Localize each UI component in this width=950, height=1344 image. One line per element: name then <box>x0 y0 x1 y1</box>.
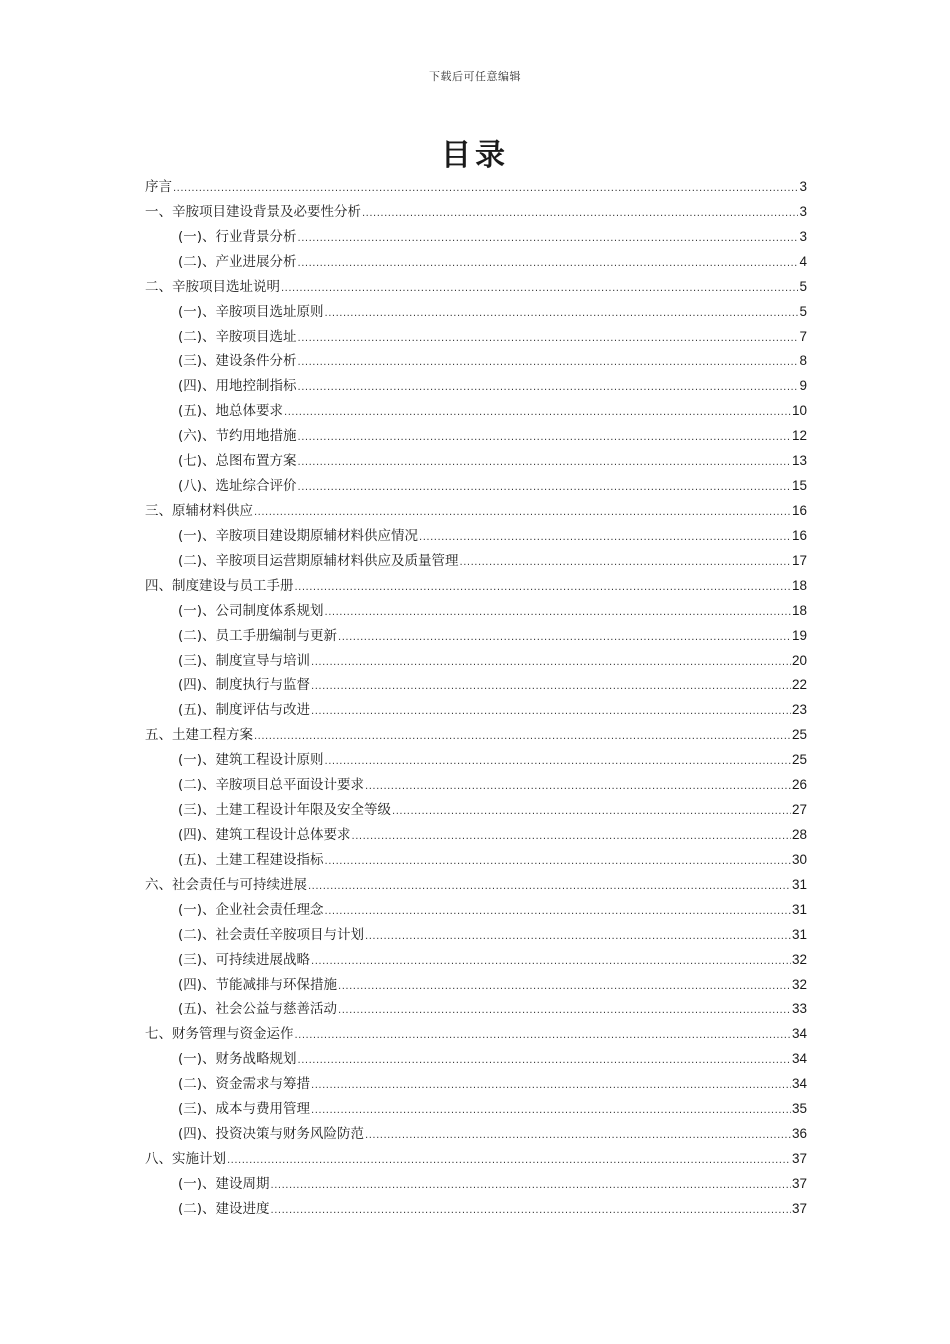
toc-title: 目录 <box>441 138 509 173</box>
toc-entry-page-number[interactable]: 9 <box>799 378 807 394</box>
toc-entry[interactable] <box>145 449 807 474</box>
toc-leader-dots <box>271 1205 791 1216</box>
toc-entry-page-number[interactable]: 36 <box>791 1126 807 1142</box>
toc-entry-page-number[interactable]: 19 <box>791 627 807 643</box>
toc-entry[interactable] <box>145 649 807 674</box>
toc-leader-dots <box>298 457 791 468</box>
toc-entry[interactable] <box>145 200 807 225</box>
toc-entry-label[interactable]: (二)、建设进度 <box>178 1200 270 1217</box>
toc-entry-label[interactable]: (三)、成本与费用管理 <box>178 1101 311 1118</box>
toc-entry[interactable] <box>145 275 807 300</box>
toc-leader-dots <box>227 1155 791 1166</box>
toc-entry-page-number[interactable]: 3 <box>799 228 807 244</box>
toc-entry[interactable] <box>145 698 807 723</box>
toc-entry[interactable] <box>145 923 807 948</box>
toc-entry-label[interactable]: (五)、土建工程建设指标 <box>178 851 324 868</box>
toc-entry-label[interactable]: 六、社会责任与可持续进展 <box>145 876 307 893</box>
toc-entry-page-number[interactable]: 25 <box>791 752 807 768</box>
toc-entry-page-number[interactable]: 12 <box>791 428 807 444</box>
toc-entry-label[interactable]: (八)、选址综合评价 <box>178 478 297 495</box>
toc-entry[interactable] <box>145 574 807 599</box>
toc-entry[interactable] <box>145 673 807 698</box>
toc-entry-page-number[interactable]: 7 <box>799 328 807 344</box>
toc-entry-label[interactable]: (一)、企业社会责任理念 <box>178 901 324 918</box>
toc-entry-page-number[interactable]: 15 <box>791 478 807 494</box>
toc-entry-label[interactable]: (三)、土建工程设计年限及安全等级 <box>178 802 392 819</box>
toc-entry-label[interactable]: (三)、可持续进展战略 <box>178 951 311 968</box>
toc-entry-page-number[interactable]: 27 <box>791 802 807 818</box>
toc-entry-label[interactable]: 五、土建工程方案 <box>145 727 253 744</box>
toc-entry[interactable] <box>145 549 807 574</box>
toc-leader-dots <box>298 333 799 344</box>
toc-leader-dots <box>254 731 791 742</box>
toc-leader-dots <box>365 1130 791 1141</box>
toc-leader-dots <box>392 806 791 817</box>
toc-leader-dots <box>338 981 791 992</box>
toc-leader-dots <box>325 308 799 319</box>
toc-leader-dots <box>338 632 791 643</box>
toc-entry-page-number[interactable]: 37 <box>791 1150 807 1166</box>
toc-entry[interactable] <box>145 225 807 250</box>
toc-entry[interactable] <box>145 300 807 325</box>
toc-entry-page-number[interactable]: 5 <box>799 278 807 294</box>
toc-leader-dots <box>460 557 791 568</box>
toc-entry-label[interactable]: (二)、产业进展分析 <box>178 253 297 270</box>
toc-entry-label[interactable]: 四、制度建设与员工手册 <box>145 577 294 594</box>
toc-leader-dots <box>298 357 799 368</box>
toc-entry-label[interactable]: (七)、总图布置方案 <box>178 453 297 470</box>
toc-entry-page-number[interactable]: 20 <box>791 652 807 668</box>
toc-leader-dots <box>352 831 791 842</box>
toc-entry[interactable] <box>145 748 807 773</box>
toc-entry-label[interactable]: (三)、建设条件分析 <box>178 353 297 370</box>
toc-entry-label[interactable]: (五)、地总体要求 <box>178 403 284 420</box>
toc-entry-label[interactable]: (一)、建筑工程设计原则 <box>178 752 324 769</box>
toc-entry-label[interactable]: (一)、建设周期 <box>178 1175 270 1192</box>
toc-entry-label[interactable]: (二)、辛胺项目总平面设计要求 <box>178 777 365 794</box>
toc-entry-label[interactable]: (一)、财务战略规划 <box>178 1051 297 1068</box>
toc-entry-label[interactable]: (一)、行业背景分析 <box>178 228 297 245</box>
toc-entry[interactable] <box>145 1122 807 1147</box>
toc-entry[interactable] <box>145 1097 807 1122</box>
toc-entry[interactable] <box>145 1022 807 1047</box>
toc-entry-page-number[interactable]: 10 <box>791 403 807 419</box>
toc-leader-dots <box>298 382 799 393</box>
toc-leader-dots <box>298 482 791 493</box>
toc-entry[interactable] <box>145 250 807 275</box>
toc-entry[interactable] <box>145 499 807 524</box>
toc-entry-label[interactable]: 二、辛胺项目选址说明 <box>145 278 280 295</box>
toc-entry-page-number[interactable]: 31 <box>791 926 807 942</box>
toc-entry[interactable] <box>145 474 807 499</box>
toc-entry-page-number[interactable]: 31 <box>791 876 807 892</box>
toc-entry-page-number[interactable]: 23 <box>791 702 807 718</box>
toc-entry[interactable] <box>145 873 807 898</box>
toc-leader-dots <box>311 657 791 668</box>
toc-leader-dots <box>365 781 791 792</box>
toc-entry-label[interactable]: (一)、辛胺项目选址原则 <box>178 303 324 320</box>
toc-entry[interactable] <box>145 898 807 923</box>
toc-entry-label[interactable]: (四)、节能减排与环保措施 <box>178 976 338 993</box>
toc-leader-dots <box>325 607 791 618</box>
toc-entry-page-number[interactable]: 30 <box>791 851 807 867</box>
toc-leader-dots <box>271 1180 791 1191</box>
toc-leader-dots <box>298 432 791 443</box>
toc-entry-page-number[interactable]: 25 <box>791 727 807 743</box>
toc-leader-dots <box>284 407 791 418</box>
toc-entry-page-number[interactable]: 18 <box>791 602 807 618</box>
toc-leader-dots <box>308 881 791 892</box>
toc-entry[interactable] <box>145 325 807 350</box>
toc-entry-page-number[interactable]: 37 <box>791 1175 807 1191</box>
toc-entry-page-number[interactable]: 17 <box>791 552 807 568</box>
toc-entry[interactable] <box>145 1172 807 1197</box>
toc-entry-page-number[interactable]: 3 <box>799 179 807 194</box>
toc-entry[interactable] <box>145 349 807 374</box>
toc-entry-page-number[interactable]: 4 <box>799 253 807 269</box>
toc-leader-dots <box>298 1055 791 1066</box>
toc-entry[interactable] <box>145 723 807 748</box>
toc-leader-dots <box>281 283 798 294</box>
toc-entry-label[interactable]: (二)、辛胺项目运营期原辅材料供应及质量管理 <box>178 552 459 569</box>
toc-entry-label[interactable]: (四)、投资决策与财务风险防范 <box>178 1126 365 1143</box>
toc-entry-label[interactable]: (五)、社会公益与慈善活动 <box>178 1001 338 1018</box>
toc-entry-page-number[interactable]: 34 <box>791 1026 807 1042</box>
toc-entry[interactable] <box>145 524 807 549</box>
toc-leader-dots <box>311 681 791 692</box>
toc-entry-page-number[interactable]: 28 <box>791 826 807 842</box>
toc-entry[interactable] <box>145 773 807 798</box>
toc-leader-dots <box>311 706 791 717</box>
toc-leader-dots <box>295 1030 791 1041</box>
toc-entry[interactable] <box>145 1197 807 1222</box>
toc-entry[interactable] <box>145 848 807 873</box>
toc-entry-page-number[interactable]: 34 <box>791 1076 807 1092</box>
toc-entry[interactable] <box>145 1147 807 1172</box>
toc-leader-dots <box>311 956 791 967</box>
toc-leader-dots <box>419 532 791 543</box>
toc-entry-label[interactable]: (一)、辛胺项目建设期原辅材料供应情况 <box>178 527 419 544</box>
toc-entry-label[interactable]: (二)、辛胺项目选址 <box>178 328 297 345</box>
toc-entry[interactable] <box>145 599 807 624</box>
toc-entry-page-number[interactable]: 35 <box>791 1101 807 1117</box>
toc-entry[interactable] <box>145 1047 807 1072</box>
toc-entry-label[interactable]: (四)、制度执行与监督 <box>178 677 311 694</box>
toc-entry-page-number[interactable]: 16 <box>791 502 807 518</box>
toc-entry[interactable] <box>145 624 807 649</box>
header-note: 下载后可任意编辑 <box>429 70 521 83</box>
toc-entry-label[interactable]: 七、财务管理与资金运作 <box>145 1026 294 1043</box>
toc-entry[interactable] <box>145 1072 807 1097</box>
toc-leader-dots <box>254 507 791 518</box>
toc-entry[interactable] <box>145 399 807 424</box>
toc-entry[interactable] <box>145 374 807 399</box>
toc-entry-page-number[interactable]: 33 <box>791 1001 807 1017</box>
toc-entry-page-number[interactable]: 32 <box>791 951 807 967</box>
toc-leader-dots <box>311 1105 791 1116</box>
toc-entry-page-number[interactable]: 34 <box>791 1051 807 1067</box>
toc-entry-page-number[interactable]: 31 <box>791 901 807 917</box>
toc-entry-label[interactable]: (四)、用地控制指标 <box>178 378 297 395</box>
toc-leader-dots <box>295 582 791 593</box>
toc-entry-page-number[interactable]: 13 <box>791 453 807 469</box>
toc-entry-label[interactable]: 八、实施计划 <box>145 1150 226 1167</box>
toc-entry-page-number[interactable]: 22 <box>791 677 807 693</box>
toc-entry-page-number[interactable]: 3 <box>799 203 807 219</box>
toc-leader-dots <box>173 183 798 194</box>
toc-entry-label[interactable]: (四)、建筑工程设计总体要求 <box>178 826 351 843</box>
toc-entry-page-number[interactable]: 5 <box>799 303 807 319</box>
toc-leader-dots <box>325 756 791 767</box>
toc-entry-label[interactable]: (三)、制度宣导与培训 <box>178 652 311 669</box>
toc-leader-dots <box>325 856 791 867</box>
toc-entry[interactable] <box>145 823 807 848</box>
toc-entry-label[interactable]: (二)、资金需求与筹措 <box>178 1076 311 1093</box>
toc-entry[interactable] <box>145 798 807 823</box>
toc-entry[interactable] <box>145 948 807 973</box>
toc-leader-dots <box>298 258 799 269</box>
toc-entry-page-number[interactable]: 26 <box>791 777 807 793</box>
toc-entry-label[interactable]: (五)、制度评估与改进 <box>178 702 311 719</box>
toc-leader-dots <box>365 931 791 942</box>
toc-leader-dots <box>362 208 798 219</box>
toc-entry-label[interactable]: 一、辛胺项目建设背景及必要性分析 <box>145 203 361 220</box>
toc-entry[interactable] <box>145 175 807 200</box>
toc-entry-page-number[interactable]: 18 <box>791 577 807 593</box>
toc-leader-dots <box>338 1005 791 1016</box>
table-of-contents <box>145 175 807 1222</box>
toc-entry-page-number[interactable]: 8 <box>799 353 807 369</box>
toc-leader-dots <box>311 1080 791 1091</box>
toc-entry-label[interactable]: (二)、社会责任辛胺项目与计划 <box>178 926 365 943</box>
toc-entry-label[interactable]: (一)、公司制度体系规划 <box>178 602 324 619</box>
toc-entry-label[interactable]: (六)、节约用地措施 <box>178 428 297 445</box>
toc-entry-label[interactable]: (二)、员工手册编制与更新 <box>178 627 338 644</box>
toc-entry[interactable] <box>145 973 807 998</box>
toc-entry-page-number[interactable]: 37 <box>791 1200 807 1216</box>
toc-entry[interactable] <box>145 997 807 1022</box>
toc-entry[interactable] <box>145 424 807 449</box>
toc-entry-page-number[interactable]: 16 <box>791 527 807 543</box>
toc-leader-dots <box>298 233 799 244</box>
toc-entry-label[interactable]: 三、原辅材料供应 <box>145 502 253 519</box>
toc-leader-dots <box>325 906 791 917</box>
toc-entry-page-number[interactable]: 32 <box>791 976 807 992</box>
toc-entry-label[interactable]: 序言 <box>145 179 172 195</box>
